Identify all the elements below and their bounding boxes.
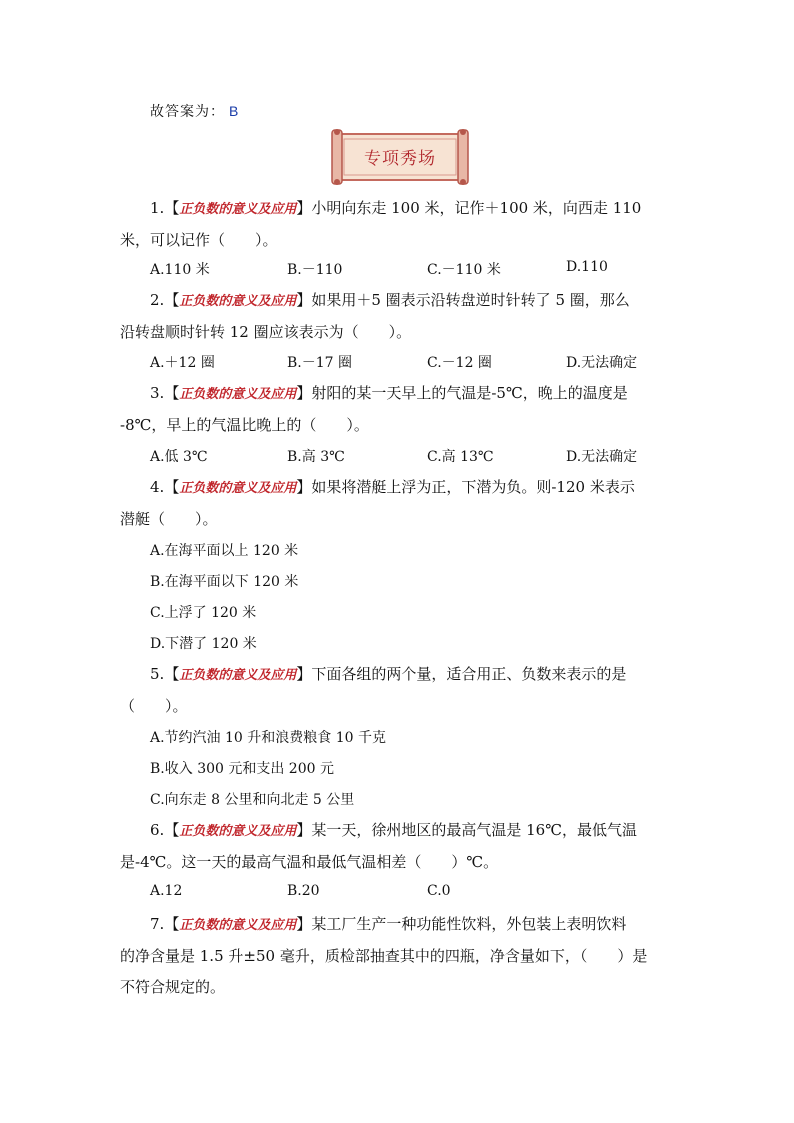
option-b[interactable]: B.20 xyxy=(287,883,320,899)
option-d[interactable]: D.无法确定 xyxy=(566,449,638,465)
question-4 xyxy=(120,472,680,535)
option-a[interactable]: A.节约汽油 10 升和浪费粮食 10 千克 xyxy=(150,730,386,746)
question-tag: 【正负数的意义及应用】 xyxy=(164,478,312,496)
question-text: 沿转盘顺时针转 12 圈应该表示为（ ）。 xyxy=(120,323,412,341)
question-tag: 【正负数的意义及应用】 xyxy=(164,915,312,933)
question-number: 3. xyxy=(150,384,165,402)
question-text: 如果用＋5 圈表示沿转盘逆时针转了 5 圈，那么 xyxy=(311,291,630,309)
question-tag: 【正负数的意义及应用】 xyxy=(164,665,312,683)
question-3 xyxy=(120,378,680,441)
question-text: -8℃，早上的气温比晚上的（ ）。 xyxy=(120,416,369,434)
question-text: 某工厂生产一种功能性饮料，外包装上表明饮料 xyxy=(311,915,627,933)
question-number: 1. xyxy=(150,199,165,217)
previous-answer xyxy=(150,101,239,121)
question-text: 如果将潜艇上浮为正，下潜为负。则-120 米表示 xyxy=(311,478,635,496)
question-number: 6. xyxy=(150,821,165,839)
question-6 xyxy=(120,815,680,878)
section-banner xyxy=(330,128,470,186)
question-tag: 【正负数的意义及应用】 xyxy=(164,291,312,309)
question-2 xyxy=(120,285,680,348)
option-a[interactable]: A.＋12 圈 xyxy=(150,355,215,371)
option-d[interactable]: D.无法确定 xyxy=(566,355,638,371)
option-c[interactable]: C.－12 圈 xyxy=(427,355,492,371)
banner-title: 专项秀场 xyxy=(364,149,436,169)
question-text: 某一天，徐州地区的最高气温是 16℃，最低气温 xyxy=(311,821,637,839)
question-tag: 【正负数的意义及应用】 xyxy=(164,821,312,839)
question-number: 4. xyxy=(150,478,165,496)
option-c[interactable]: C.高 13℃ xyxy=(427,449,494,465)
option-c[interactable]: C.向东走 8 公里和向北走 5 公里 xyxy=(150,792,355,808)
question-text: 下面各组的两个量，适合用正、负数来表示的是 xyxy=(311,665,627,683)
option-a[interactable]: A.在海平面以上 120 米 xyxy=(150,543,299,559)
option-b[interactable]: B.高 3℃ xyxy=(287,449,345,465)
question-text: 是-4℃。这一天的最高气温和最低气温相差（ ）℃。 xyxy=(120,853,499,871)
option-d[interactable]: D.下潜了 120 米 xyxy=(150,636,257,652)
option-b[interactable]: B.在海平面以下 120 米 xyxy=(150,574,299,590)
question-1 xyxy=(120,193,680,256)
question-number: 5. xyxy=(150,665,165,683)
question-text: 潜艇（ ）。 xyxy=(120,510,218,528)
option-a[interactable]: A.低 3℃ xyxy=(150,449,208,465)
question-text: 小明向东走 100 米，记作＋100 米，向西走 110 xyxy=(311,199,642,217)
option-a[interactable]: A.110 米 xyxy=(150,262,210,278)
option-a[interactable]: A.12 xyxy=(150,883,183,899)
question-tag: 【正负数的意义及应用】 xyxy=(164,199,312,217)
option-c[interactable]: C.0 xyxy=(427,883,451,899)
option-d[interactable]: D.110 xyxy=(566,259,608,275)
question-tag: 【正负数的意义及应用】 xyxy=(164,384,312,402)
answer-value: B xyxy=(229,103,240,119)
question-text: （ ）。 xyxy=(120,697,188,715)
question-text: 米，可以记作（ ）。 xyxy=(120,231,278,249)
question-text: 射阳的某一天早上的气温是-5℃，晚上的温度是 xyxy=(311,384,628,402)
option-c[interactable]: C.－110 米 xyxy=(427,262,501,278)
answer-label: 故答案为： xyxy=(150,104,225,120)
option-b[interactable]: B.－110 xyxy=(287,262,343,278)
question-7 xyxy=(120,909,680,1003)
option-c[interactable]: C.上浮了 120 米 xyxy=(150,605,257,621)
question-number: 2. xyxy=(150,291,165,309)
option-b[interactable]: B.－17 圈 xyxy=(287,355,353,371)
option-b[interactable]: B.收入 300 元和支出 200 元 xyxy=(150,761,334,777)
question-5 xyxy=(120,659,680,722)
question-text: 不符合规定的。 xyxy=(120,978,226,996)
question-number: 7. xyxy=(150,915,165,933)
question-text: 的净含量是 1.5 升±50 毫升，质检部抽查其中的四瓶，净含量如下，（ ）是 xyxy=(120,947,648,965)
